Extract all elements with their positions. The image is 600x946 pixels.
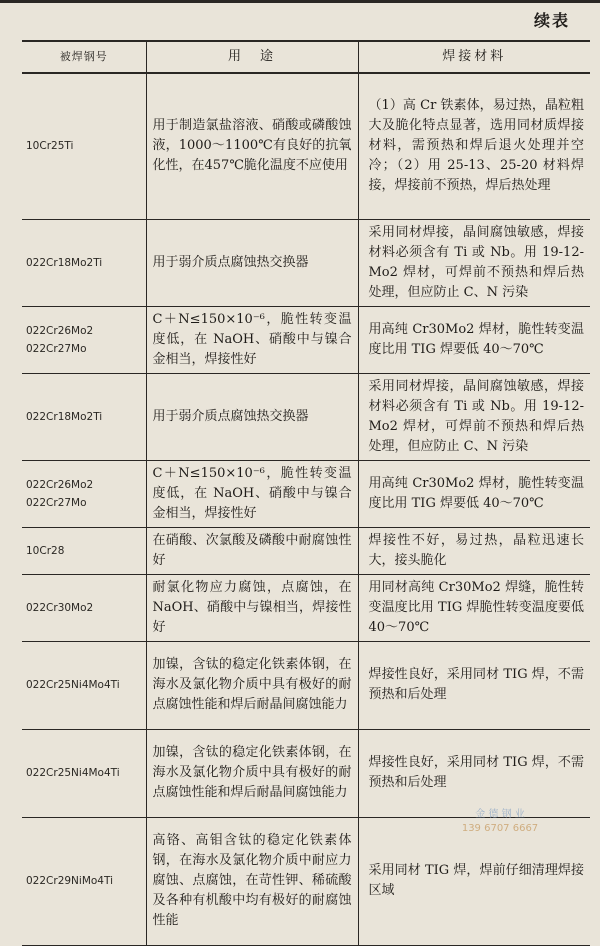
steel-grade-cell: [22, 306, 146, 373]
table-row: [22, 527, 590, 574]
steel-grade-cell: [22, 460, 146, 527]
watermark-line-1: 金 德 钢 业: [475, 809, 525, 820]
table-row: [22, 460, 590, 527]
steel-grade: 022Cr30Mo2: [26, 601, 94, 614]
material-cell: 用同材高纯 Cr30Mo2 焊缝，脆性转变温度比用 TIG 焊脆性转变温度要低 40～70℃: [358, 574, 590, 641]
steel-grade-cell: [22, 729, 146, 817]
steel-grade: 022Cr25Ni4Mo4Ti: [26, 767, 120, 779]
watermark: [430, 808, 570, 836]
table-row: [22, 73, 590, 219]
steel-grade-cell: [22, 574, 146, 641]
use-cell: 用于制造氯盐溶液、硝酸或磷酸蚀液，1000～1100℃有良好的抗氧化性，在457℃脆化温度不应使用: [146, 73, 358, 219]
material-cell: 采用同材焊接，晶间腐蚀敏感，焊接材料必须含有 Ti 或 Nb。用 19-12-Mo2 焊材，可焊前不预热和焊后热处理，但应防止 C、N 污染: [358, 219, 590, 306]
use-cell: C＋N≤150×10⁻⁶，脆性转变温度低，在 NaOH、硝酸中与镍合金相当，焊接性好: [146, 306, 358, 373]
table-header-row: [22, 41, 590, 73]
table-row: [22, 219, 590, 306]
use-cell: 加镍，含钛的稳定化铁素体钢，在海水及氯化物介质中具有极好的耐点腐蚀性能和焊后耐晶间腐蚀能力: [146, 641, 358, 729]
material-cell: 用高纯 Cr30Mo2 焊材，脆性转变温度比用 TIG 焊要低 40～70℃: [358, 306, 590, 373]
column-header-grade: 被焊钢号: [22, 41, 146, 73]
continued-label: 续表: [533, 11, 570, 30]
steel-grade: 022Cr18Mo2Ti: [26, 410, 103, 423]
material-cell: （1）高 Cr 铁素体，易过热，晶粒粗大及脆化特点显著，选用同材质焊接材料，需预热和焊后退火处理并空冷；（2）用 25-13、25-20 材料焊接，焊接前不预热，焊后热处理: [358, 73, 590, 219]
use-cell: 在硝酸、次氯酸及磷酸中耐腐蚀性好: [146, 527, 358, 574]
steel-grade: 022Cr27Mo: [26, 496, 87, 509]
use-cell: 耐氯化物应力腐蚀，点腐蚀，在 NaOH、硝酸中与镍相当，焊接性好: [146, 574, 358, 641]
table-row: [22, 306, 590, 373]
column-header-use: 用 途: [146, 41, 358, 73]
steel-grade: 022Cr29NiMo4Ti: [26, 875, 113, 887]
watermark-line-2: 139 6707 6667: [461, 823, 539, 834]
table-row: [22, 729, 590, 817]
use-cell: 加镍，含钛的稳定化铁素体钢，在海水及氯化物介质中具有极好的耐点腐蚀性能和焊后耐晶间腐蚀能力: [146, 729, 358, 817]
table-row: [22, 373, 590, 460]
material-cell: 焊接性良好，采用同材 TIG 焊，不需预热和后处理: [358, 641, 590, 729]
steel-grade: 022Cr26Mo2: [26, 478, 94, 491]
material-cell: 采用同材 TIG 焊，焊前仔细清理焊接区域: [358, 817, 590, 945]
steel-grade: 10Cr28: [26, 544, 65, 557]
table-row: [22, 641, 590, 729]
steel-grade: 10Cr25Ti: [26, 140, 74, 153]
steel-grade: 022Cr27Mo: [26, 342, 87, 355]
steel-grade: 022Cr18Mo2Ti: [26, 256, 103, 269]
steel-grade-cell: [22, 641, 146, 729]
steel-grade-cell: [22, 73, 146, 219]
table-row: [22, 574, 590, 641]
running-header-blurred: [200, 6, 440, 22]
use-cell: 高铬、高钼含钛的稳定化铁素体钢，在海水及氯化物介质中耐应力腐蚀、点腐蚀，在苛性钾、稀硫酸及各种有机酸中均有极好的耐腐蚀性能: [146, 817, 358, 945]
use-cell: 用于弱介质点腐蚀热交换器: [146, 219, 358, 306]
material-cell: 焊接性不好，易过热，晶粒迅速长大，接头脆化: [358, 527, 590, 574]
steel-grade: 022Cr25Ni4Mo4Ti: [26, 679, 120, 691]
top-rule: [0, 0, 600, 3]
column-header-material: 焊接材料: [358, 41, 590, 73]
steel-grade: 022Cr26Mo2: [26, 324, 94, 337]
material-cell: 焊接性良好，采用同材 TIG 焊，不需预热和后处理: [358, 729, 590, 817]
material-cell: 采用同材焊接，晶间腐蚀敏感，焊接材料必须含有 Ti 或 Nb。用 19-12-Mo2 焊材，可焊前不预热和焊后热处理，但应防止 C、N 污染: [358, 373, 590, 460]
steel-grade-cell: [22, 219, 146, 306]
steel-grade-cell: [22, 817, 146, 945]
steel-grade-cell: [22, 373, 146, 460]
table-row: [22, 817, 590, 945]
use-cell: 用于弱介质点腐蚀热交换器: [146, 373, 358, 460]
steel-grade-cell: [22, 527, 146, 574]
use-cell: C＋N≤150×10⁻⁶，脆性转变温度低，在 NaOH、硝酸中与镍合金相当，焊接性好: [146, 460, 358, 527]
material-cell: 用高纯 Cr30Mo2 焊材，脆性转变温度比用 TIG 焊要低 40～70℃: [358, 460, 590, 527]
